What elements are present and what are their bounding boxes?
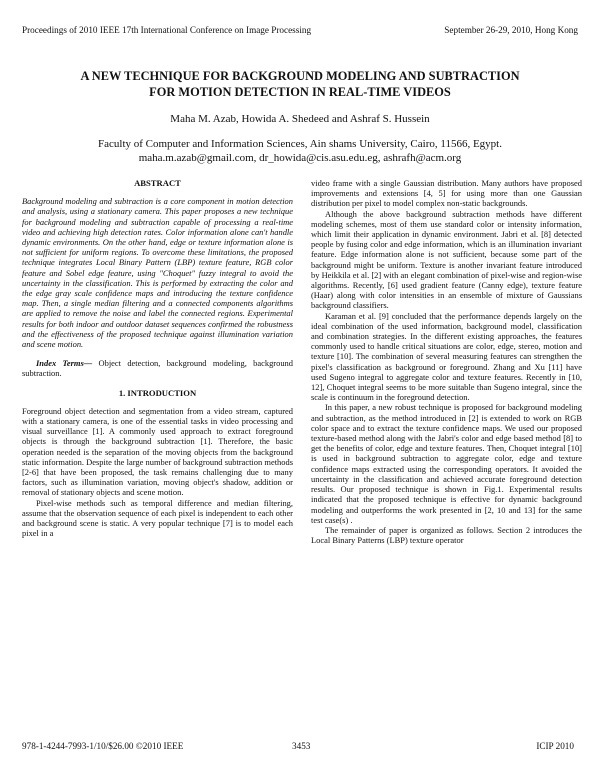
author-emails: maha.m.azab@gmail.com, dr_howida@cis.asu.edu.eg, ashrafh@acm.org (138, 152, 462, 164)
intro-paragraph-6: In this paper, a new robust technique is proposed for background modeling and subtraction, as the method introduced in [2] is extended to work on RGB color space and to extract the texture confidence maps. We used our proposed texture-based method along with the Jabri's color and edge based method [8] to get the benefits of color, edge and texture features. Then, Choquet integral [10] is used in background subtraction to aggregate color, edge and texture confidence maps extracted using the corresponding operators. It avoided the uncertainty in the classification and achieved accurate foreground detection results. Our proposed technique is shown in Fig.1. Experimental results indicated that the proposed technique is effective for dynamic background modeling and outperforms the work presented in [2, 10 and 13] for the same test case(s) . (311, 402, 582, 525)
intro-paragraph-5: Karaman et al. [9] concluded that the performance depends largely on the ideal combination of the used information, background model, classification and combination strategies. In the different existing approaches, the features commonly used to handle critical situations are color, edge, stereo, motion and texture [10]. The combination of several measuring features can strengthen the pixel's classification as background or foreground. Zhang and Xu [11] have used Sugeno integral to aggregate color and texture features. Recently in [10, 12], Choquet integral seems to be more suitable than Sugeno integral, since the scale is continuum in the foreground detection. (311, 310, 582, 403)
abstract (22, 196, 293, 349)
running-header-right: September 26-29, 2010, Hong Kong (444, 25, 578, 35)
intro-paragraph-4: Although the above background subtraction methods have different modeling schemes, most of them use standard color or intensity information, which limit their application in dynamic environment. Jabri et al. [8] detected people by fusing color and edge information, which is an illumination invariant feature. Edge information alone is not sufficient, because some part of the background might be uniform. Texture is another invariant feature introduced by Heikkila et al. [2] with an elegant combination of pixel-wise and region-wise algorithms. Recently, [6] used gradient feature (Canny edge), texture feature (Haar) along with color intensities in an ensemble of mixture of Gaussians background classifiers. (311, 208, 582, 311)
copyright-footer: 978-1-4244-7993-1/10/$26.00 ©2010 IEEE (22, 741, 184, 751)
intro-paragraph-1: Foreground object detection and segmentation from a video stream, captured with a stationary camera, is one of the essential tasks in video processing and visual surveillance [1]. A commonly used approach to extract foreground objects is through the background subtraction [1]. Therefore, the basic operation needed is the separation of the moving objects from the background static information. Despite the large number of background subtraction methods [2-6] that have been proposed, the task remains challenging due to many factors, such as illumination variation, moving object's shadow, addition or removal of stationary objects and scene motion. (22, 405, 293, 498)
intro-paragraph-3: video frame with a single Gaussian distribution. Many authors have proposed improvements and extensions [4, 5] for using more than one Gaussian distribution per pixel to model complex non-static backgrounds. (311, 178, 582, 209)
affiliation-block (0, 137, 600, 165)
index-terms (22, 358, 293, 378)
right-column (311, 178, 582, 545)
intro-paragraph-2: Pixel-wise methods such as temporal difference and median filtering, assume that the observation sequence of each pixel is independent to each other and background scene is static. A very popular technique [7] is to model each pixel in a (22, 497, 293, 539)
conference-footer: ICIP 2010 (536, 741, 574, 751)
abstract-text: Background modeling and subtraction is a core component in motion detection and analysis, using a stationary camera. This paper proposes a new technique for background modeling and subtraction capable of processing a real-time video and achieving high detection rates. Color information alone can't handle dynamic environments. On the other hand, edge or texture information alone is not sufficient for uniform regions. To overcome these limitations, the proposed technique integrates Local Binary Pattern (LBP) texture feature, RGB color feature and Sobel edge feature, using "Choquet" fuzzy integral to avoid the uncertainty in the classification. This is performed by extracting the color and the edge gray scale confidence maps and introducing the texture confidence map. Then, a single median filtering and a connected components algorithms are applied to remove the noise and label the connected regions. Experimental results for both indoor and outdoor dataset sequences confirmed the robustness and the effectiveness of the proposed technique against illumination variation and scene motion. (22, 196, 293, 350)
paper-title (30, 68, 570, 100)
page-number: 3453 (292, 741, 311, 751)
abstract-heading: ABSTRACT (134, 178, 181, 188)
title-line-2: FOR MOTION DETECTION IN REAL-TIME VIDEOS (149, 85, 451, 99)
intro-paragraph-7: The remainder of paper is organized as follows. Section 2 introduces the Local Binary Patterns (LBP) texture operator (311, 524, 582, 546)
index-terms-label: Index Terms— (36, 358, 93, 369)
affiliation: Faculty of Computer and Information Sciences, Ain shams University, Cairo, 11566, Egypt. (98, 138, 502, 150)
introduction-heading: 1. INTRODUCTION (118, 387, 197, 398)
left-column (22, 178, 293, 539)
index-terms-text: Object detection, background modeling, background subtraction. (22, 358, 293, 379)
authors: Maha M. Azab, Howida A. Shedeed and Ashraf S. Hussein (170, 113, 430, 125)
title-line-1: A NEW TECHNIQUE FOR BACKGROUND MODELING AND SUBTRACTION (80, 69, 520, 83)
running-header-left: Proceedings of 2010 IEEE 17th International Conference on Image Processing (22, 25, 312, 35)
